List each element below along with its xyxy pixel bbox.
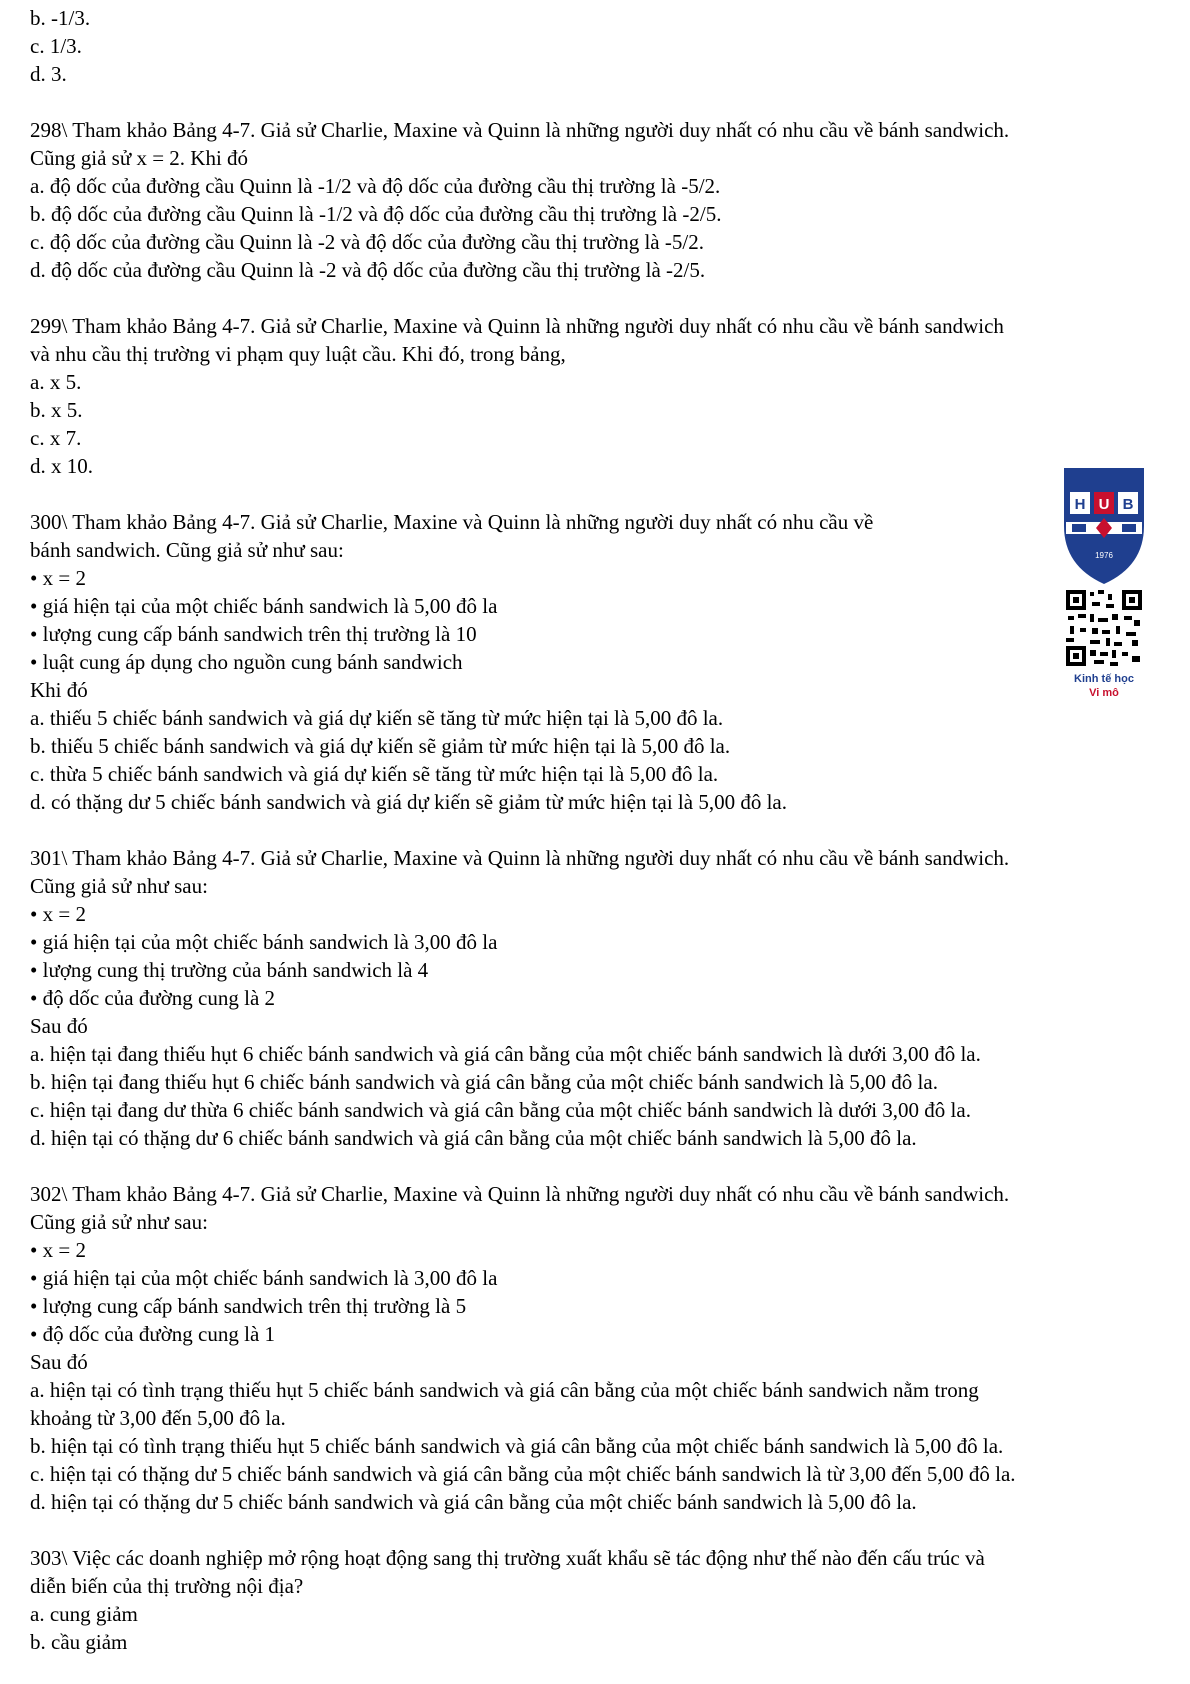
option-c: c. thừa 5 chiếc bánh sandwich và giá dự kiến sẽ tăng từ mức hiện tại là 5,00 đô la. <box>30 762 719 786</box>
question-text: diễn biến của thị trường nội địa? <box>30 1574 304 1598</box>
option-c: c. hiện tại đang dư thừa 6 chiếc bánh sandwich và giá cân bằng của một chiếc bánh sandwich là dưới 3,00 đô la. <box>30 1098 971 1122</box>
option-d: d. hiện tại có thặng dư 5 chiếc bánh sandwich và giá cân bằng của một chiếc bánh sandwich là 5,00 đô la. <box>30 1490 917 1514</box>
question-text: Cũng giả sử x = 2. Khi đó <box>30 146 249 170</box>
logo-year: 1976 <box>1095 551 1113 560</box>
option-b: b. -1/3. <box>30 6 91 30</box>
hub-logo-block <box>1044 466 1164 726</box>
option-a: a. độ dốc của đường cầu Quinn là -1/2 và độ dốc của đường cầu thị trường là -5/2. <box>30 174 721 198</box>
question-text: và nhu cầu thị trường vi phạm quy luật cầu. Khi đó, trong bảng, <box>30 342 566 366</box>
question-text: 302\ Tham khảo Bảng 4-7. Giả sử Charlie, Maxine và Quinn là những người duy nhất có nhu cầu về bánh sandwich. <box>30 1182 1010 1206</box>
option-b: b. hiện tại đang thiếu hụt 6 chiếc bánh sandwich và giá cân bằng của một chiếc bánh sandwich là 5,00 đô la. <box>30 1070 938 1094</box>
option-b: b. hiện tại có tình trạng thiếu hụt 5 chiếc bánh sandwich và giá cân bằng của một chiếc bánh sandwich là 5,00 đô la. <box>30 1434 1004 1458</box>
bullet-item: • độ dốc của đường cung là 1 <box>30 1320 1170 1348</box>
option-d: d. 3. <box>30 62 67 86</box>
bullet-item: • độ dốc của đường cung là 2 <box>30 984 1170 1012</box>
question-299 <box>30 312 1170 480</box>
question-301 <box>30 844 1170 1152</box>
logo-caption-line2: Vi mô <box>1089 687 1119 699</box>
option-b: b. cầu giảm <box>30 1630 128 1654</box>
question-text: 298\ Tham khảo Bảng 4-7. Giả sử Charlie, Maxine và Quinn là những người duy nhất có nhu cầu về bánh sandwich. <box>30 118 1010 142</box>
option-d: d. độ dốc của đường cầu Quinn là -2 và độ dốc của đường cầu thị trường là -2/5. <box>30 258 706 282</box>
option-d: d. hiện tại có thặng dư 6 chiếc bánh sandwich và giá cân bằng của một chiếc bánh sandwich là 5,00 đô la. <box>30 1126 917 1150</box>
question-text: Cũng giả sử như sau: <box>30 1210 208 1234</box>
option-a: a. thiếu 5 chiếc bánh sandwich và giá dự kiến sẽ tăng từ mức hiện tại là 5,00 đô la. <box>30 706 724 730</box>
lead-text: Sau đó <box>30 1350 88 1374</box>
logo-letter-b: B <box>1122 496 1134 513</box>
bullet-item: • luật cung áp dụng cho nguồn cung bánh sandwich <box>30 648 1170 676</box>
option-a: a. cung giảm <box>30 1602 138 1626</box>
question-text: 299\ Tham khảo Bảng 4-7. Giả sử Charlie, Maxine và Quinn là những người duy nhất có nhu cầu về bánh sandwich <box>30 314 1004 338</box>
option-b: b. thiếu 5 chiếc bánh sandwich và giá dự kiến sẽ giảm từ mức hiện tại là 5,00 đô la. <box>30 734 731 758</box>
logo-letter-h: H <box>1074 496 1086 513</box>
option-d: d. có thặng dư 5 chiếc bánh sandwich và giá dự kiến sẽ giảm từ mức hiện tại là 5,00 đô la. <box>30 790 787 814</box>
logo-caption-line1: Kinh tế học <box>1074 673 1134 685</box>
bullet-item: • x = 2 <box>30 564 1170 592</box>
option-c: c. độ dốc của đường cầu Quinn là -2 và độ dốc của đường cầu thị trường là -5/2. <box>30 230 704 254</box>
option-a: a. hiện tại có tình trạng thiếu hụt 5 chiếc bánh sandwich và giá cân bằng của một chiếc bánh sandwich nằm trong <box>30 1378 979 1402</box>
lead-text: Khi đó <box>30 678 88 702</box>
option-a-continued: khoảng từ 3,00 đến 5,00 đô la. <box>30 1406 286 1430</box>
option-a: a. x 5. <box>30 370 82 394</box>
bullet-item: • giá hiện tại của một chiếc bánh sandwich là 5,00 đô la <box>30 592 1170 620</box>
bullet-item: • giá hiện tại của một chiếc bánh sandwich là 3,00 đô la <box>30 928 1170 956</box>
question-303 <box>30 1544 1170 1656</box>
option-b: b. x 5. <box>30 398 83 422</box>
question-302 <box>30 1180 1170 1516</box>
bullet-item: • lượng cung cấp bánh sandwich trên thị trường là 10 <box>30 620 1170 648</box>
option-d: d. x 10. <box>30 454 93 478</box>
bullet-item: • giá hiện tại của một chiếc bánh sandwich là 3,00 đô la <box>30 1264 1170 1292</box>
question-297-options <box>30 4 1170 88</box>
hub-shield-logo <box>1044 466 1164 666</box>
question-text: 303\ Việc các doanh nghiệp mở rộng hoạt động sang thị trường xuất khẩu sẽ tác động như thế nào đến cấu trúc và <box>30 1546 985 1570</box>
qr-code <box>1066 590 1142 666</box>
logo-letter-u: U <box>1098 496 1110 513</box>
document-page <box>30 4 1170 1656</box>
question-text: bánh sandwich. Cũng giả sử như sau: <box>30 538 344 562</box>
bullet-item: • x = 2 <box>30 1236 1170 1264</box>
option-c: c. x 7. <box>30 426 82 450</box>
option-b: b. độ dốc của đường cầu Quinn là -1/2 và độ dốc của đường cầu thị trường là -2/5. <box>30 202 722 226</box>
bullet-item: • lượng cung cấp bánh sandwich trên thị trường là 5 <box>30 1292 1170 1320</box>
option-a: a. hiện tại đang thiếu hụt 6 chiếc bánh sandwich và giá cân bằng của một chiếc bánh sandwich là dưới 3,00 đô la. <box>30 1042 981 1066</box>
option-c: c. 1/3. <box>30 34 82 58</box>
bullet-item: • x = 2 <box>30 900 1170 928</box>
bullet-item: • lượng cung thị trường của bánh sandwich là 4 <box>30 956 1170 984</box>
question-text: Cũng giả sử như sau: <box>30 874 208 898</box>
question-text: 301\ Tham khảo Bảng 4-7. Giả sử Charlie, Maxine và Quinn là những người duy nhất có nhu cầu về bánh sandwich. <box>30 846 1010 870</box>
question-298 <box>30 116 1170 284</box>
option-c: c. hiện tại có thặng dư 5 chiếc bánh sandwich và giá cân bằng của một chiếc bánh sandwich là từ 3,00 đến 5,00 đô la. <box>30 1462 1016 1486</box>
lead-text: Sau đó <box>30 1014 88 1038</box>
question-300 <box>30 508 1170 816</box>
question-text: 300\ Tham khảo Bảng 4-7. Giả sử Charlie, Maxine và Quinn là những người duy nhất có nhu cầu về <box>30 510 874 534</box>
